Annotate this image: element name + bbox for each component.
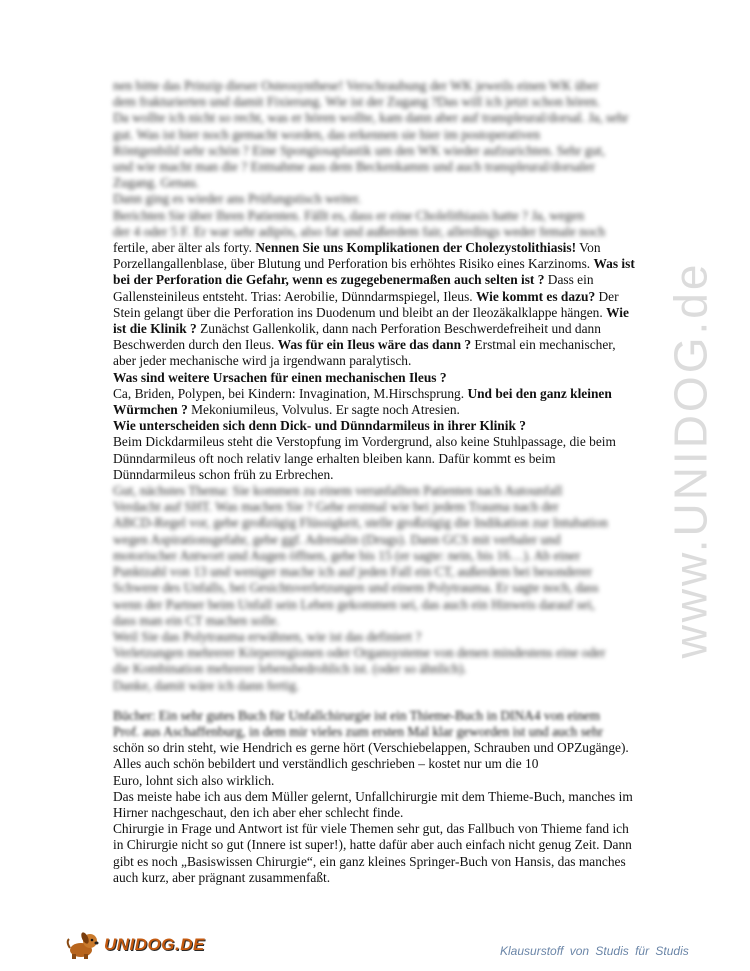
footer-tagline: Klausurstoff von Studis für Studis bbox=[500, 944, 689, 958]
answer-text: Von Porzellangallenblase, über Blutung und Perforation bis erhöhtes Risiko eines Karzinoms. bbox=[113, 240, 601, 272]
blurred-line: ABCD-Regel vor, gebe großzügig Flüssigkeit, stelle großzügig die Indikation zur Intubation bbox=[113, 515, 608, 531]
answer-text: Beim Dickdarmileus steht die Verstopfung im Vordergrund, also keine Stuhlpassage, die beim Dünndarmileus oft noch relativ lange erhalten bleiben kann. Dafür kommt es beim Dünndarmileus schon früh zu Erbrechen. bbox=[113, 434, 616, 482]
blurred-line: Da wollte ich nicht so recht, was er hören wollte, kam dann aber auf transpleural/dorsal. Ja, sehr bbox=[113, 110, 629, 126]
answer-text: Mekoniumileus, Volvulus. Er sagte noch Atresien. bbox=[187, 402, 460, 418]
dog-mascot-icon bbox=[66, 930, 100, 960]
clear-main-section bbox=[113, 240, 641, 483]
blurred-line: Verletzungen mehrerer Körperregionen oder Organsysteme von denen mindestens eine oder bbox=[113, 645, 606, 661]
blurred-line: Röntgenbild sehr schön ? Eine Spongiosaplastik um den WK wieder aufzurichten. Sehr gut, bbox=[113, 142, 606, 158]
book-recommendation-line: Euro, lohnt sich also wirklich. bbox=[113, 772, 275, 788]
question-text: Was für ein Ileus wäre das dann ? bbox=[277, 337, 472, 353]
paragraph bbox=[113, 240, 641, 370]
clear-bottom-section bbox=[113, 740, 641, 886]
blurred-line: Weil Sie das Polytrauma erwähnen, wie ist das definiert ? bbox=[113, 628, 422, 644]
question-text: Und bei den ganz kleinen Würmchen ? bbox=[113, 385, 612, 418]
blurred-line: Prof. aus Aschaffenburg, in dem mir vieles zum ersten Mal klar geworden ist und auch sehr bbox=[113, 723, 603, 739]
blurred-line: und wie macht man die ? Entnahme aus dem Beckenkamm und auch transpleural/dorsaler bbox=[113, 159, 595, 175]
question-text: Was sind weitere Ursachen für einen mechanischen Ileus ? bbox=[113, 369, 447, 385]
question-text: Wie ist die Klinik ? bbox=[113, 304, 629, 337]
blurred-line: nen bitte das Prinzip dieser Osteosynthese! Verschraubung der WK jeweils einen WK über bbox=[113, 78, 599, 93]
blurred-line: der 4 oder 5 F. Er war sehr adipös, also fat und außerdem fair, allerdings weder female noch bbox=[113, 223, 606, 239]
book-recommendation-line: schön so drin steht, wie Hendrich es gerne hört (Verschiebelappen, Schrauben und OPZugänge). bbox=[113, 740, 629, 756]
watermark-text: www.UNIDOG.de bbox=[664, 261, 717, 659]
blurred-line: Danke, damit wäre ich dann fertig. bbox=[113, 677, 300, 693]
answer-text: Zunächst Gallenkolik, dann nach Perforation Beschwerdefreiheit und dann Beschwerden durch den Ileus. bbox=[113, 321, 601, 353]
blurred-line: Gut, nächstes Thema: Sie kommen zu einem verunfallten Patienten nach Autounfall bbox=[113, 483, 563, 499]
answer-text: Der Stein gelangt über die Perforation ins Duodenum und bleibt an der Ileozäkalklappe hängen. bbox=[113, 288, 619, 320]
blurred-middle-section bbox=[113, 483, 641, 694]
blurred-line: gut. Was ist hier noch gemacht worden, das erkennen sie hier im postoperativen bbox=[113, 126, 541, 142]
blurred-line: Schwere des Unfalls, bei Gesichtsverletzungen und einem Polytrauma. Er sagte noch, dass bbox=[113, 580, 599, 596]
paragraph-gap bbox=[113, 694, 641, 708]
blurred-line: Dann ging es wieder ans Prüfungstisch weiter. bbox=[113, 191, 362, 207]
blurred-line: wegen Aspirationsgefahr, gebe ggf. Adrenalin (Drugs). Dann GCS mit verbaler und bbox=[113, 531, 561, 547]
blurred-line: Verdacht auf SHT. Was machen Sie ? Gehe erstmal wie bei jedem Trauma nach der bbox=[113, 499, 559, 515]
blurred-line: dem frakturierten und damit Fixierung. Wie ist der Zugang ?Das will ich jetzt schon hören. bbox=[113, 94, 601, 110]
paragraph bbox=[113, 434, 641, 483]
blurred-line: die Kombination mehrerer lebensbedrohlich ist. (oder so ähnlich). bbox=[113, 661, 467, 677]
answer-text: Erstmal ein mechanischer, aber jeder mechanische wird ja irgendwann paralytisch. bbox=[113, 337, 616, 369]
blurred-line: Berichten Sie über Ihren Patienten. Fällt es, dass er eine Cholelithiasis hatte ? Ja, wegen bbox=[113, 207, 585, 223]
question-text: Wie unterscheiden sich denn Dick- und Dünndarmileus in ihrer Klinik ? bbox=[113, 418, 526, 434]
blurred-line: Bücher: Ein sehr gutes Buch für Unfallchirurgie ist ein Thieme-Buch in DINA4 von einem bbox=[113, 707, 601, 723]
book-recommendation-line: Alles auch schön bebildert und verständlich geschrieben – kostet nur um die 10 bbox=[113, 756, 539, 772]
answer-text: Ca, Briden, Polypen, bei Kindern: Invagination, M.Hirschsprung. bbox=[113, 385, 468, 401]
book-recommendation-line: Chirurgie in Frage und Antwort ist für viele Themen sehr gut, das Fallbuch von Thieme fand ich in Chirurgie nicht so gut (Innere ist super!), hatte dafür aber auch einfach nicht genug Zeit. Dann gibt es noch „Basiswissen Chirurgie“, ein ganz kleines Springer-Buch von Hansis, das manches auch kurz, aber prägnant zusammenfaßt. bbox=[113, 821, 632, 885]
question-text: Nennen Sie uns Komplikationen der Cholezystolithiasis! bbox=[255, 240, 577, 256]
blurred-line: Punktzahl von 13 und weniger mache ich auf jeden Fall ein CT, außerdem bei besonderer bbox=[113, 564, 593, 580]
question-text: Was ist bei der Perforation die Gefahr, wenn es zugegebenermaßen auch selten ist ? bbox=[113, 256, 635, 288]
blurred-line: Zugang. Genau. bbox=[113, 175, 199, 191]
document-body bbox=[113, 78, 641, 886]
unidog-logo[interactable] bbox=[66, 928, 205, 962]
answer-text: fertile, aber älter als forty. bbox=[113, 240, 256, 256]
blurred-line: motorischer Antwort und Augen öffnen, gebe bis 15 (er sagte: nein, bis 16…). Ab einer bbox=[113, 547, 581, 563]
answer-text: Dass ein Gallensteinileus entsteht. Trias: Aerobilie, Dünndarmspiegel, Ileus. bbox=[113, 272, 594, 304]
paragraph bbox=[113, 370, 641, 386]
book-recommendation-line: Das meiste habe ich aus dem Müller gelernt, Unfallchirurgie mit dem Thieme-Buch, manches im Hirner nachgeschaut, den ich aber eher schlecht finde. bbox=[113, 788, 633, 820]
blurred-top-section bbox=[113, 78, 641, 240]
paragraph bbox=[113, 418, 641, 434]
blurred-line: wenn der Partner beim Unfall sein Leben gekommen sei, das auch ein Hinweis darauf sei, bbox=[113, 596, 595, 612]
question-text: Wie kommt es dazu? bbox=[475, 288, 596, 304]
paragraph bbox=[113, 386, 641, 418]
logo-text: UNIDOG.DE bbox=[104, 935, 205, 954]
blurred-line: dass man ein CT machen solle. bbox=[113, 612, 280, 628]
blurred-bottom-section bbox=[113, 708, 641, 740]
